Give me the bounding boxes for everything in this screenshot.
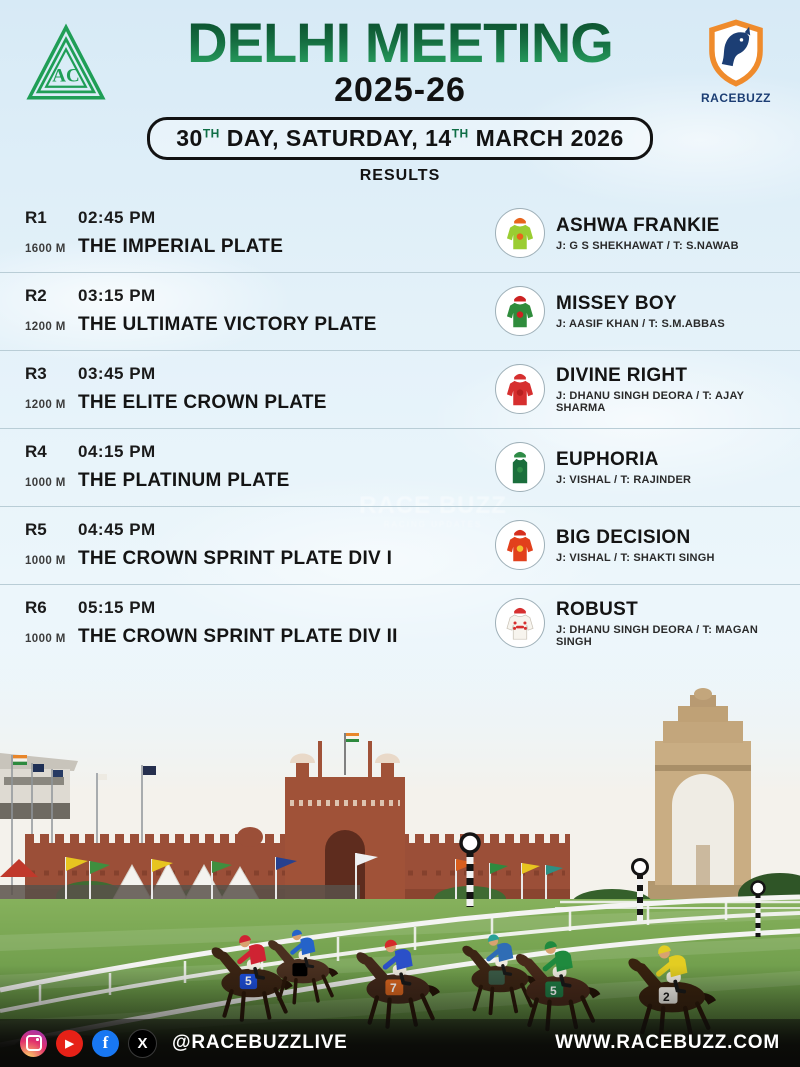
season-label: 2025-26 <box>334 71 466 110</box>
winner-horse-name: ASHWA FRANKIE <box>556 214 720 236</box>
winner-horse-name: MISSEY BOY <box>556 292 677 314</box>
jockey-trainer: J: VISHAL / T: RAJINDER <box>556 473 692 486</box>
header <box>0 0 800 185</box>
race-info <box>25 364 495 414</box>
date-middle-text: DAY, SATURDAY, 14 <box>219 125 452 152</box>
watermark-subtext: RACING UPDATES <box>383 520 483 529</box>
jockey-trainer: J: VISHAL / T: SHAKTI SINGH <box>556 551 715 564</box>
race-name: THE ELITE CROWN PLATE <box>78 392 327 414</box>
winner-horse-name: EUPHORIA <box>556 448 659 470</box>
race-club-triangle-logo <box>22 14 110 113</box>
racecourse-photo-illustration <box>0 645 800 1067</box>
racebuzz-shield-horse-icon <box>703 75 769 92</box>
date-day-number: 30 <box>176 125 203 152</box>
race-time: 03:45 PM <box>78 364 156 384</box>
race-number: R4 <box>25 442 47 462</box>
race-distance: 1200 M <box>25 321 66 334</box>
race-number: R1 <box>25 208 47 228</box>
race-results-list <box>0 195 800 662</box>
jockey-trainer: J: DHANU SINGH DEORA / T: MAGAN SINGH <box>556 623 758 648</box>
winner-info <box>495 208 785 258</box>
race-row-r5 <box>0 507 800 585</box>
race-info <box>25 520 495 570</box>
youtube-icon[interactable]: ▶ <box>56 1030 83 1057</box>
race-name: THE ULTIMATE VICTORY PLATE <box>78 314 377 336</box>
winner-horse-name: BIG DECISION <box>556 526 691 548</box>
race-distance: 1000 M <box>25 633 66 646</box>
race-info <box>25 598 495 648</box>
facebook-icon[interactable]: f <box>92 1030 119 1057</box>
results-heading: RESULTS <box>359 167 441 185</box>
race-distance: 1200 M <box>25 399 66 412</box>
race-number: R5 <box>25 520 47 540</box>
race-info <box>25 442 495 492</box>
race-time: 02:45 PM <box>78 208 156 228</box>
race-distance: 1600 M <box>25 243 66 256</box>
page-title: DELHI MEETING <box>110 16 690 69</box>
jockey-silk-icon <box>495 364 545 414</box>
watermark-text: RACE BUZZ <box>359 492 507 519</box>
race-name: THE IMPERIAL PLATE <box>78 236 284 258</box>
race-info <box>25 286 495 336</box>
race-number: R2 <box>25 286 47 306</box>
social-handle[interactable]: @RACEBUZZLIVE <box>172 1032 348 1053</box>
winner-info <box>495 598 785 648</box>
crowd-strip <box>0 885 360 901</box>
race-number: R6 <box>25 598 47 618</box>
title-block <box>110 11 690 185</box>
meeting-date-pill <box>147 117 653 160</box>
footer-bar <box>0 1019 800 1067</box>
racebuzz-logo <box>690 14 782 105</box>
jockey-silk-icon <box>495 598 545 648</box>
jockey-silk-icon <box>495 208 545 258</box>
race-row-r4 <box>0 429 800 507</box>
jockey-silk-icon <box>495 520 545 570</box>
date-rest-text: MARCH 2026 <box>468 125 624 152</box>
date-ordinal-suffix-2: TH <box>451 126 469 141</box>
race-row-r6 <box>0 585 800 662</box>
svg-text:AC: AC <box>52 65 80 87</box>
jockey-trainer: J: DHANU SINGH DEORA / T: AJAY SHARMA <box>556 389 744 414</box>
jockey-silk-icon <box>495 286 545 336</box>
race-name: THE CROWN SPRINT PLATE DIV I <box>78 548 393 570</box>
race-row-r3 <box>0 351 800 429</box>
race-time: 04:15 PM <box>78 442 156 462</box>
winner-info <box>495 364 785 414</box>
website-url[interactable]: WWW.RACEBUZZ.COM <box>555 1032 780 1053</box>
race-time: 04:45 PM <box>78 520 156 540</box>
social-links <box>20 1029 348 1058</box>
race-distance: 1000 M <box>25 555 66 568</box>
race-number: R3 <box>25 364 47 384</box>
race-time: 05:15 PM <box>78 598 156 618</box>
race-name: THE PLATINUM PLATE <box>78 470 290 492</box>
instagram-icon[interactable] <box>20 1030 47 1057</box>
race-distance: 1000 M <box>25 477 66 490</box>
race-row-r2 <box>0 273 800 351</box>
x-twitter-icon[interactable]: X <box>128 1029 157 1058</box>
racebuzz-logo-text: RACEBUZZ <box>701 91 771 105</box>
winner-info <box>495 520 785 570</box>
winner-info <box>495 286 785 336</box>
triangle-emblem-icon <box>22 65 110 112</box>
winner-horse-name: DIVINE RIGHT <box>556 364 688 386</box>
jockey-trainer: J: AASIF KHAN / T: S.M.ABBAS <box>556 317 725 330</box>
race-time: 03:15 PM <box>78 286 156 306</box>
winner-horse-name: ROBUST <box>556 598 639 620</box>
date-ordinal-suffix: TH <box>202 126 220 141</box>
race-name: THE CROWN SPRINT PLATE DIV II <box>78 626 398 648</box>
race-row-r1 <box>0 195 800 273</box>
jockey-silk-icon <box>495 442 545 492</box>
race-info <box>25 208 495 258</box>
jockey-trainer: J: G S SHEKHAWAT / T: S.NAWAB <box>556 239 739 252</box>
winner-info <box>495 442 785 492</box>
